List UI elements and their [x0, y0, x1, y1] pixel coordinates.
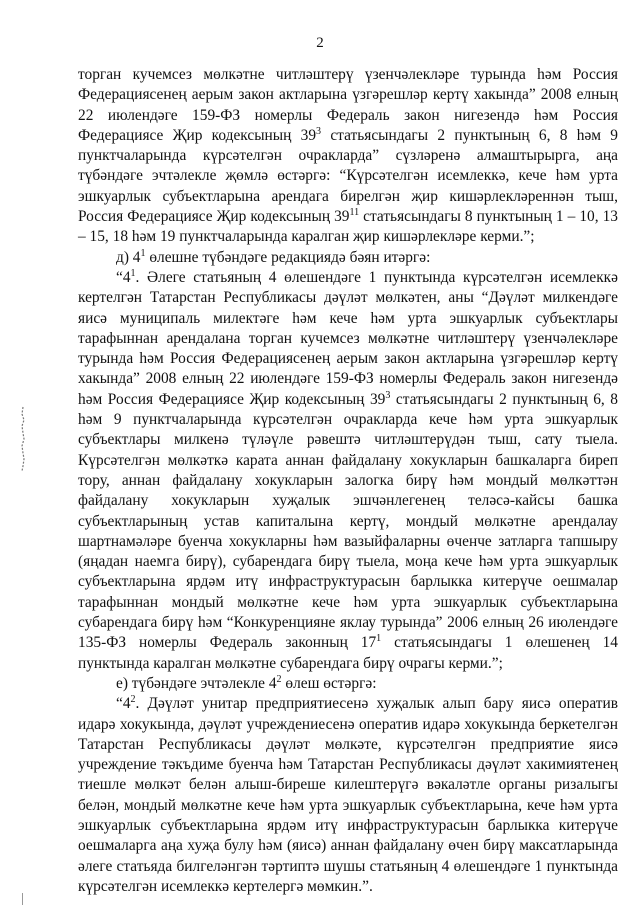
superscript: 1 — [140, 247, 146, 259]
text-segment: статьясындагы 2 пунктының 6, 8 һәм 9 пунктчаларында күрсәтелгән очракларда” сүзләренә алмаштырырга, аңа түбәндәге эчтәлекле җөмлә өстәргә: “Күрсәтелгән исемлеккә, кече һәм урта эшкуарлык субъектларына арендага бирелгән җир кишәрлекләреннән тыш, Россия Федерациясе Җир кодексының 39 — [78, 126, 618, 226]
text-segment: . Әлеге статьяның 4 өлешендәге 1 пунктында күрсәтелгән исемлеккә кертелгән Татарстан Республикасы дәүләт мөлкәтен, аны “Дәүләт милкендәге яисә муниципаль милектәге һәм кече һәм урта эшкуарлык субъектлары тарафыннан арендалана торган кучемсез мөлкәтне читләштерү үзенчәлекләре турында һәм Россия Федерациясенең аерым закон актларына үзгәрешләр кертү хакында” 2008 елның 22 июлендәге 159-ФЗ номерлы Федераль закон нигезендә һәм Россия Федерациясе Җир кодексының 39 — [78, 268, 618, 408]
margin-handwritten-mark — [16, 406, 30, 472]
paragraph-continuation — [78, 65, 618, 248]
text-segment: д) 4 — [116, 248, 141, 266]
paragraph-item-d — [78, 248, 618, 268]
superscript: 1 — [376, 633, 382, 645]
text-segment: “4 — [116, 695, 131, 713]
document-body — [78, 65, 618, 897]
superscript: 3 — [316, 125, 322, 137]
superscript: 11 — [349, 206, 360, 218]
page-number: 2 — [316, 35, 324, 51]
scan-edge-mark — [22, 893, 23, 905]
paragraph-item-e — [78, 674, 618, 694]
text-segment: өлеш өстәргә: — [281, 674, 377, 692]
text-segment: өлешне түбәндәге редакциядә бәян итәргә: — [145, 248, 431, 266]
text-segment: торган кучемсез мөлкәтне читләштерү үзенчәлекләре турында һәм Россия Федерациясенең аерым закон актларына үзгәрешләр кертү хакында” 2008 елның 22 июлендәге 159-ФЗ номерлы Федераль закон нигезендә һәм Россия Федерациясе Җир кодексының 39 — [78, 66, 618, 144]
superscript: 3 — [385, 389, 391, 401]
superscript: 2 — [276, 673, 282, 685]
paragraph-part-4-2 — [78, 694, 618, 897]
text-segment: . Дәүләт унитар предприятиесенә хуҗалык алып бару яисә оператив идарә хокукында, дәүләт учреждениесенә оператив идарә хокукында беркетелгән Татарстан Республикасы дәүләт мөлкәте, күрсәтелгән предприятие яисә учреждение тәкъдиме буенча һәм Татарстан Республикасы дәүләт хакимиятенең тиешле мөлкәт белән алыш-биреше килештерүгә вәкаләтле органы ризалыгы белән, мондый мөлкәтне кече һәм урта эшкуарлык субъектларына, кече һәм урта эшкуарлык субъектларына ярдәм итү инфраструктурасын барлыкка китерүче оешмаларга аңа хуҗа булу һәм (яисә) аннан файдалану өчен бирү максатларында әлеге статьяда билгеләнгән тәртиптә шушы статьяның 4 өлешендәге 1 пунктында күрсәтелгән исемлеккә кертелергә мөмкин.”. — [78, 695, 618, 895]
text-segment: статьясындагы 2 пунктының 6, 8 һәм 9 пунктчаларында күрсәтелгән очракларда кече һәм урта эшкуарлык субъектлары милкенә түләүле рәвештә читләштерүдән тыш, сату тыела. Күрсәтелгән мөлкәткә карата аннан файдалану хокукларын башкаларга биреп тору, аннан файдалану хокукларын залогка бирү һәм мондый мөлкәттән файдалану хокукларын хуҗалык эшчәнлегенең теләсә-кайсы башка субъектларының устав капиталына кертү, мондый мөлкәтне арендалау шартнамәләре буенча хокукларны һәм вазыйфаларны өченче затларга тапшыру (яңадан наемга бирү), субарендага бирү тыела, моңа кече һәм урта эшкуарлык субъектларына ярдәм итү инфраструктурасын барлыкка китерүче оешмалар тарафыннан мондый мөлкәтне кече һәм урта эшкуарлык субъектларына субарендага бирү һәм “Конкуренцияне яклау турында” 2006 елның 26 июлендәге 135-ФЗ номерлы Федераль законның 17 — [78, 390, 618, 652]
text-segment: е) түбәндәге эчтәлекле 4 — [116, 674, 277, 692]
text-segment: статьясындагы 1 өлешенең 14 пунктында каралган мөлкәтне субарендага бирү очрагы керми.”; — [78, 634, 618, 672]
text-segment: статьясындагы 8 пунктының 1 – 10, 13 – 15, 18 һәм 19 пунктчаларында каралган җир кишәрлекләре керми.”; — [78, 208, 618, 246]
superscript: 1 — [130, 267, 136, 279]
superscript: 2 — [130, 694, 136, 706]
text-segment: “4 — [116, 268, 131, 286]
paragraph-part-4-1 — [78, 268, 618, 674]
